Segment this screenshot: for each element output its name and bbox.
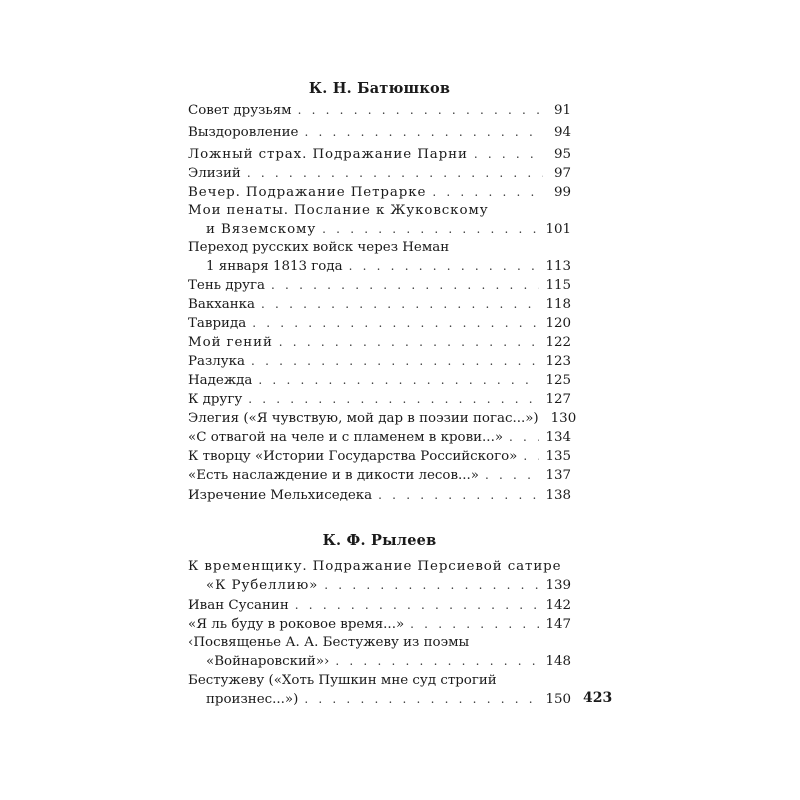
toc-entry[interactable] — [188, 333, 571, 351]
entry-page-number: 123 — [545, 354, 571, 369]
entry-title: «Есть наслаждение и в дикости лесов...» — [188, 468, 479, 483]
leader-dots — [378, 486, 539, 504]
entry-title: Иван Сусанин — [188, 598, 289, 613]
entry-title: Мои пенаты. Послание к Жуковскому — [188, 203, 489, 218]
entry-title: Изречение Мельхиседека — [188, 488, 373, 503]
leader-dots — [279, 333, 540, 351]
page-number: 423 — [583, 690, 613, 706]
toc-entry[interactable] — [188, 428, 571, 446]
entry-title: Вечер. Подражание Петрарке — [188, 185, 427, 200]
entry-title: Тень друга — [188, 278, 266, 293]
entry-page-number: 139 — [545, 578, 571, 593]
toc-entry[interactable] — [188, 101, 571, 119]
leader-dots — [295, 596, 540, 614]
entry-page-number: 120 — [545, 316, 571, 331]
entry-page-number: 97 — [553, 166, 571, 181]
entry-title-continuation: произнес...») — [206, 692, 299, 707]
toc-entry[interactable] — [188, 615, 571, 633]
entry-title: Вакханка — [188, 297, 256, 312]
leader-dots — [258, 371, 539, 389]
leader-dots — [305, 123, 544, 141]
toc-entry[interactable] — [188, 409, 577, 427]
entry-title-continuation: «К Рубеллию» — [206, 578, 319, 593]
entry-title: ‹Посвященье А. А. Бестужеву из поэмы — [188, 635, 470, 650]
leader-dots — [322, 220, 539, 238]
leader-dots — [304, 690, 539, 708]
entry-page-number: 147 — [545, 617, 571, 632]
toc-entry[interactable] — [188, 239, 571, 275]
entry-page-number: 113 — [545, 259, 571, 274]
entry-title: Таврида — [188, 316, 247, 331]
toc-entry[interactable] — [188, 164, 571, 182]
leader-dots — [485, 466, 539, 484]
leader-dots — [298, 101, 543, 119]
toc-entry[interactable] — [188, 558, 571, 594]
toc-entry[interactable] — [188, 352, 571, 370]
leader-dots — [261, 295, 539, 313]
entry-page-number: 101 — [545, 222, 571, 237]
leader-dots — [335, 652, 539, 670]
leader-dots — [474, 145, 543, 163]
entry-page-number: 122 — [545, 335, 571, 350]
entry-page-number: 142 — [545, 598, 571, 613]
leader-dots — [324, 576, 539, 594]
toc-entry[interactable] — [188, 466, 571, 484]
toc-entry[interactable] — [188, 202, 571, 238]
entry-page-number: 148 — [545, 654, 571, 669]
entry-title: Совет друзьям — [188, 103, 292, 118]
entry-title: К другу — [188, 392, 243, 407]
entry-page-number: 130 — [550, 411, 577, 426]
entry-title: Разлука — [188, 354, 246, 369]
entry-title: Бестужеву («Хоть Пушкин мне суд строгий — [188, 673, 497, 688]
toc-entry[interactable] — [188, 672, 571, 708]
entry-title: «С отвагой на челе и с пламенем в крови...» — [188, 430, 504, 445]
entry-page-number: 94 — [553, 125, 571, 140]
leader-dots — [271, 276, 539, 294]
entry-title: Элизий — [188, 166, 241, 181]
leader-dots — [251, 352, 539, 370]
entry-title: Мой гений — [188, 335, 273, 350]
entry-page-number: 138 — [545, 488, 571, 503]
entry-title: Ложный страх. Подражание Парни — [188, 147, 468, 162]
toc-entry[interactable] — [188, 276, 571, 294]
toc-entry[interactable] — [188, 314, 571, 332]
toc-entry[interactable] — [188, 447, 571, 465]
entry-page-number: 91 — [553, 103, 571, 118]
entry-title: Переход русских войск через Неман — [188, 240, 450, 255]
entry-title-continuation: 1 января 1813 года — [206, 259, 343, 274]
entry-title: К временщику. Подражание Персиевой сатире — [188, 559, 562, 574]
toc-entry[interactable] — [188, 371, 571, 389]
entry-page-number: 95 — [553, 147, 571, 162]
toc-entry[interactable] — [188, 183, 571, 201]
toc-entry[interactable] — [188, 486, 571, 504]
leader-dots — [349, 257, 540, 275]
entry-title: К творцу «Истории Государства Российского» — [188, 449, 518, 464]
entry-page-number: 118 — [545, 297, 571, 312]
toc-entry[interactable] — [188, 390, 571, 408]
entry-page-number: 134 — [545, 430, 571, 445]
entry-page-number: 99 — [553, 185, 571, 200]
entry-page-number: 150 — [545, 692, 571, 707]
section-title-ryleev: К. Ф. Рылеев — [322, 532, 437, 549]
entry-page-number: 115 — [545, 278, 571, 293]
entry-page-number: 125 — [545, 373, 571, 388]
toc-entry[interactable] — [188, 145, 571, 163]
entry-title: Выздоровление — [188, 125, 299, 140]
toc-entry[interactable] — [188, 596, 571, 614]
entry-page-number: 137 — [545, 468, 571, 483]
entry-page-number: 135 — [545, 449, 571, 464]
entry-title: Элегия («Я чувствую, мой дар в поэзии погас...») — [188, 411, 539, 426]
section-title-batyushkov: К. Н. Батюшков — [308, 80, 451, 97]
leader-dots — [247, 164, 543, 182]
entry-title: «Я ль буду в роковое время...» — [188, 617, 405, 632]
leader-dots — [523, 447, 539, 465]
toc-entry[interactable] — [188, 295, 571, 313]
leader-dots — [248, 390, 539, 408]
leader-dots — [410, 615, 539, 633]
entry-title-continuation: и Вяземскому — [206, 222, 317, 237]
entry-title: Надежда — [188, 373, 253, 388]
entry-title-continuation: «Войнаровский»› — [206, 654, 330, 669]
entry-page-number: 127 — [545, 392, 571, 407]
toc-entry[interactable] — [188, 123, 571, 141]
leader-dots — [509, 428, 539, 446]
leader-dots — [252, 314, 539, 332]
toc-entry[interactable] — [188, 634, 571, 670]
leader-dots — [432, 183, 543, 201]
